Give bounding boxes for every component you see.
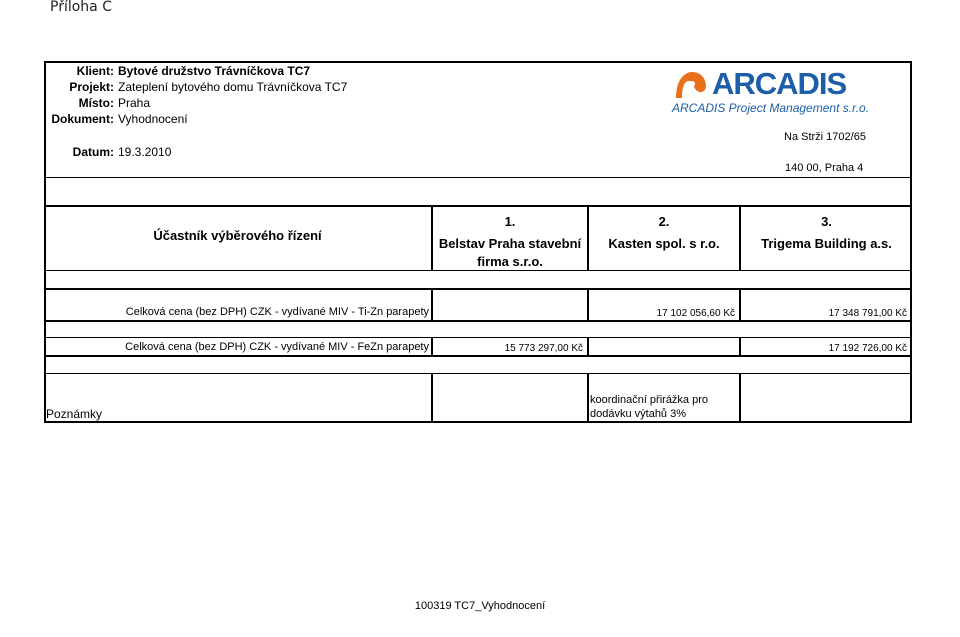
price-value: 17 348 791,00 Kč — [828, 308, 907, 319]
logo-text: ARCADIS — [712, 66, 847, 101]
divider — [44, 355, 912, 357]
divider — [44, 288, 912, 290]
bidder-1-number: 1. — [504, 214, 516, 229]
bidder-1-name: Belstav Praha stavební firma s.r.o. — [438, 236, 582, 269]
notes-label: Poznámky — [46, 407, 103, 421]
arcadis-emblem-icon — [672, 68, 708, 102]
annex-label: Příloha C — [50, 0, 112, 15]
address-line-2: 140 00, Praha 4 — [785, 162, 864, 174]
participant-header: Účastník výběrového řízení — [153, 228, 322, 243]
date-label: Datum: — [72, 145, 114, 159]
project-value: Zateplení bytového domu Trávníčkova TC7 — [118, 80, 348, 94]
bidder-3-name: Trigema Building a.s. — [761, 236, 892, 251]
notes-bidder-2: koordinační přirážka pro dodávku výtahů 3% — [590, 394, 709, 420]
bidder-3-number: 3. — [821, 214, 832, 229]
company-logo — [672, 66, 892, 116]
divider — [44, 337, 912, 338]
price-value: 17 102 056,60 Kč — [656, 308, 735, 319]
price-row-label: Celková cena (bez DPH) CZK - vydívané MIV - FeZn parapety — [125, 341, 429, 353]
bidder-2-name: Kasten spol. s r.o. — [608, 236, 720, 251]
price-value: 15 773 297,00 Kč — [504, 343, 583, 354]
column-divider — [431, 288, 433, 322]
column-divider — [587, 337, 589, 357]
company-subtitle: ARCADIS Project Management s.r.o. — [672, 101, 869, 115]
column-divider — [587, 373, 589, 423]
client-label: Klient: — [76, 64, 114, 78]
document-label: Dokument: — [51, 112, 114, 126]
divider — [44, 177, 912, 178]
place-value: Praha — [118, 96, 151, 110]
divider — [44, 373, 912, 374]
document-value: Vyhodnocení — [118, 112, 188, 126]
price-row-label: Celková cena (bez DPH) CZK - vydívané MIV - Ti-Zn parapety — [125, 306, 429, 318]
date-value: 19.3.2010 — [118, 145, 172, 159]
divider — [44, 320, 912, 322]
divider — [44, 205, 912, 207]
price-value: 17 192 726,00 Kč — [828, 343, 907, 354]
project-label: Projekt: — [69, 80, 114, 94]
place-label: Místo: — [78, 96, 114, 110]
column-divider — [739, 373, 741, 423]
footer-filename: 100319 TC7_Vyhodnocení — [414, 600, 546, 612]
column-divider — [431, 373, 433, 423]
client-value: Bytové družstvo Trávníčkova TC7 — [118, 64, 311, 78]
bidder-2-number: 2. — [658, 214, 670, 229]
address-line-1: Na Strži 1702/65 — [784, 131, 866, 143]
